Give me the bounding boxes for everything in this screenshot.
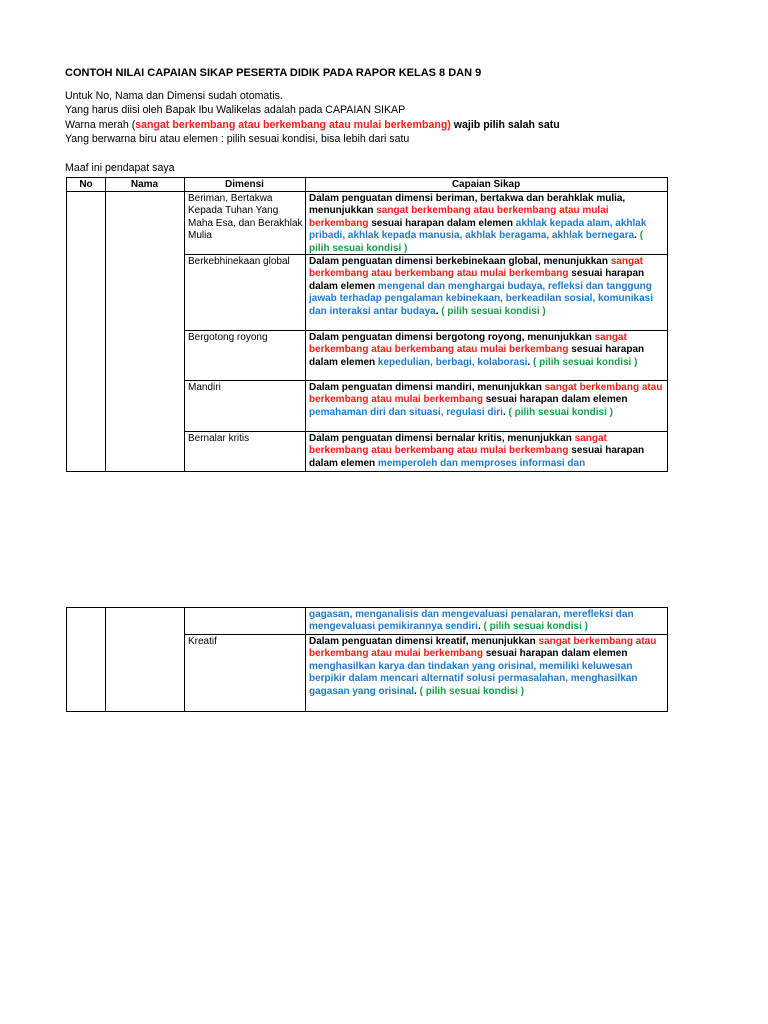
header-dimensi: Dimensi: [225, 179, 264, 190]
capaian-cell[interactable]: Dalam penguatan dimensi kreatif, menunjukkan sangat berkembang atau berkembang atau mulai berkembang sesuai harapan dalam elemen menghasilkan karya dan tindakan yang orisinal, memiliki keluwesan berpikir dalam mencari alternatif solusi permasalahan, menghasilkan gagasan yang orisinal. ( pilih sesuai kondisi ): [309, 636, 657, 697]
intro-line-5: Maaf ini pendapat saya: [65, 161, 175, 174]
dimensi-cell: Mandiri: [188, 382, 221, 393]
dimensi-cell: Bernalar kritis: [188, 433, 250, 444]
intro-notes: [65, 89, 705, 175]
intro-line-4: Yang berwarna biru atau elemen : pilih sesuai kondisi, bisa lebih dari satu: [65, 133, 410, 146]
table-block-bottom: [66, 607, 668, 712]
header-nama: Nama: [130, 179, 159, 190]
intro-line-1: Untuk No, Nama dan Dimensi sudah otomatis.: [65, 90, 283, 102]
header-no: No: [79, 179, 93, 190]
intro-line-3-red-text: sangat berkembang atau berkembang atau mulai berkembang): [135, 118, 451, 131]
capaian-cell[interactable]: Dalam penguatan dimensi mandiri, menunjukkan sangat berkembang atau berkembang atau mulai berkembang sesuai harapan dalam elemen pemahaman diri dan situasi, regulasi diri. ( pilih sesuai kondisi ): [309, 382, 663, 418]
intro-line-2: Yang harus diisi oleh Bapak Ibu Walikelas adalah pada CAPAIAN SIKAP: [65, 104, 406, 117]
capaian-cell[interactable]: Dalam penguatan dimensi bergotong royong, menunjukkan sangat berkembang atau berkembang atau mulai berkembang sesuai harapan dalam elemen kepedulian, berbagi, kolaborasi. ( pilih sesuai kondisi ): [309, 332, 645, 368]
capaian-cell[interactable]: Dalam penguatan dimensi beriman, bertakwa dan berahklak mulia, menunjukkan sangat berkembang atau berkembang atau mulai berkembang sesuai harapan dalam elemen akhlak kepada alam, akhlak pribadi, akhlak kepada manusia, akhlak beragama, akhlak bernegara. ( pilih sesuai kondisi ): [309, 193, 647, 254]
capaian-cell[interactable]: Dalam penguatan dimensi berkebinekaan global, menunjukkan sangat berkembang atau berkembang atau mulai berkembang sesuai harapan dalam elemen mengenal dan menghargai budaya, refleksi dan tanggung jawab terhadap pengalaman kebinekaan, berkeadilan sosial, komunikasi dan interaksi antar budaya. ( pilih sesuai kondisi ): [309, 256, 654, 317]
header-capaian-sikap: Capaian Sikap: [451, 179, 521, 190]
dimensi-cell: Beriman, Bertakwa Kepada Tuhan Yang Maha Esa, dan Berakhlak Mulia: [188, 193, 303, 242]
dimensi-cell: Bergotong royong: [188, 332, 268, 343]
capaian-cell[interactable]: Dalam penguatan dimensi bernalar kritis, menunjukkan sangat berkembang atau berkembang atau mulai berkembang sesuai harapan dalam elemen memperoleh dan memproses informasi dan: [309, 433, 645, 469]
intro-line-3: [65, 118, 705, 132]
dimensi-cell: Kreatif: [188, 636, 217, 647]
page-title: CONTOH NILAI CAPAIAN SIKAP PESERTA DIDIK PADA RAPOR KELAS 8 DAN 9: [65, 67, 482, 79]
intro-line-3-suffix: wajib pilih salah satu: [450, 118, 560, 131]
table-block-top: [66, 177, 668, 472]
intro-line-3-prefix: Warna merah (: [65, 118, 136, 131]
dimensi-cell: Berkebhinekaan global: [188, 256, 290, 267]
capaian-cell-continuation[interactable]: gagasan, menganalisis dan mengevaluasi penalaran, merefleksi dan mengevaluasi pemikirannya sendiri. ( pilih sesuai kondisi ): [309, 609, 634, 633]
